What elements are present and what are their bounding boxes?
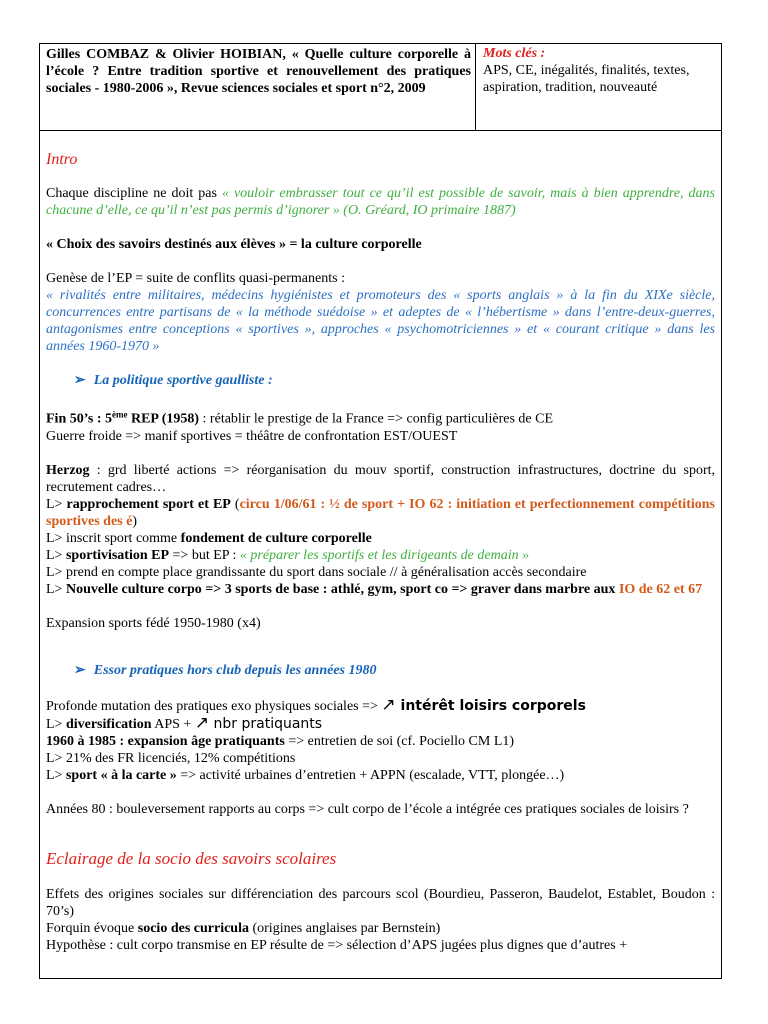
arrow-bullet-icon: ➢ xyxy=(74,373,86,388)
keywords-cell xyxy=(476,44,721,130)
header-row xyxy=(40,44,721,131)
essor-line-6: Années 80 : bouleversement rapports au corps => cult corpo de l’école a intégrée ces pratiques sociales de loisirs ? xyxy=(46,801,689,817)
herzog-result-1 xyxy=(46,496,715,530)
herzog-result-3 xyxy=(46,547,715,564)
r1-c: ( xyxy=(230,496,240,512)
essor-l2-a: L> xyxy=(46,716,66,732)
r3-a: L> xyxy=(46,547,66,563)
essor-heading xyxy=(74,662,715,679)
r1-e: ) xyxy=(132,513,137,529)
r5-b: Nouvelle culture corpo => 3 sports de base : athlé, gym, sport co => graver dans marbre aux xyxy=(65,581,619,597)
intro-title: Intro xyxy=(46,151,78,168)
essor-line-5 xyxy=(46,767,715,784)
herzog-rest: : grd liberté actions => réorganisation du mouv sportif, construction infrastructures, doctrine du sport, recrutement cadres… xyxy=(46,462,715,495)
r1-b: rapprochement sport et EP xyxy=(66,496,231,512)
r5-a: L> xyxy=(46,581,66,597)
socio-l2-b: socio des curricula xyxy=(137,920,249,936)
r2-b: fondement de culture corporelle xyxy=(180,530,372,546)
r3-d: « préparer les sportifs et les dirigeants de demain » xyxy=(239,547,530,563)
gaulliste-l1-a: Fin 50’s : 5 xyxy=(46,411,112,427)
essor-l3-b: => entretien de soi (cf. Pociello CM L1) xyxy=(284,733,515,749)
intro-paragraph-1 xyxy=(46,185,715,219)
arrow-bullet-icon: ➢ xyxy=(74,662,86,678)
r5-c: IO de 62 et 67 xyxy=(618,581,703,597)
herzog-name: Herzog xyxy=(46,462,90,478)
socio-title: Eclairage de la socio des savoirs scolaires xyxy=(46,848,337,868)
gaulliste-l1-b: REP (1958) xyxy=(127,411,200,427)
r1-d: circu 1/06/61 : ½ de sport + IO 62 : initiation et perfectionnement compétitions sportives des é xyxy=(46,496,715,529)
genese-quote: « rivalités entre militaires, médecins hygiénistes et promoteurs des « sports anglais » à la fin du XIXe siècle, concurrences entre partisans de « la méthode suédoise » et adeptes de « l’hébertisme » dans l’entre-deux-guerres, antagonismes entre conceptions « sportives », approches « psychomotriciennes » et « courant critique » dans les années 1960-1970 » xyxy=(46,288,715,354)
keywords-label: Mots clés : xyxy=(483,46,546,61)
essor-line-2 xyxy=(46,712,715,733)
gaulliste-line-2: Guerre froide => manif sportives = théâtre de confrontation EST/OUEST xyxy=(46,428,458,444)
r3-c: => but EP : xyxy=(169,547,240,563)
essor-l2-b: diversification xyxy=(65,716,152,732)
intro-p1-lead: Chaque discipline ne doit pas xyxy=(46,186,222,201)
essor-line-1 xyxy=(46,694,715,715)
essor-l3-a: 1960 à 1985 : expansion âge pratiquants xyxy=(46,733,285,749)
socio-l2-c: (origines anglaises par Bernstein) xyxy=(248,920,441,936)
content xyxy=(40,130,721,954)
up-arrow-icon: ↗ xyxy=(381,694,396,715)
gaulliste-heading xyxy=(74,372,715,389)
herzog-result-5 xyxy=(46,581,715,598)
r3-b: sportivisation EP xyxy=(65,547,170,563)
socio-line-1: Effets des origines sociales sur différenciation des parcours scol (Bourdieu, Passeron, Baudelot, Establet, Boudon : 70’s) xyxy=(46,886,715,919)
socio-l2-a: Forquin évoque xyxy=(46,920,138,936)
r1-a: L> xyxy=(46,496,67,512)
herzog-result-4: L> prend en compte place grandissante du sport dans sociale // à généralisation accès secondaire xyxy=(46,564,587,580)
herzog-paragraph xyxy=(46,462,715,496)
gaulliste-l1-rest: : rétablir le prestige de la France => config particulières de CE xyxy=(199,411,554,427)
expansion-line: Expansion sports fédé 1950-1980 (x4) xyxy=(46,615,261,631)
essor-line-3 xyxy=(46,733,715,750)
gaulliste-title: La politique sportive gaulliste : xyxy=(93,373,273,388)
essor-line-4: L> 21% des FR licenciés, 12% compétitions xyxy=(46,750,296,766)
essor-title: Essor pratiques hors club depuis les années 1980 xyxy=(93,662,377,678)
reference-cell: Gilles COMBAZ & Olivier HOIBIAN, « Quelle culture corporelle à l’école ? Entre tradition sportive et renouvellement des pratiques sociales - 1980-2006 », Revue sciences sociales et sport n°2, 2009 xyxy=(40,44,476,130)
document-frame xyxy=(39,43,722,979)
r2-a: L> inscrit sport comme xyxy=(46,530,181,546)
essor-l5-b: sport « à la carte » xyxy=(65,767,177,783)
essor-l2-d: nbr pratiquants xyxy=(209,715,323,732)
intro-paragraph-3 xyxy=(46,270,715,355)
essor-l1-b: intérêt loisirs corporels xyxy=(395,697,586,714)
socio-line-3: Hypothèse : cult corpo transmise en EP résulte de => sélection d’APS jugées plus dignes que d’autres + xyxy=(46,937,628,953)
socio-line-2 xyxy=(46,920,715,937)
intro-paragraph-2: « Choix des savoirs destinés aux élèves » = la culture corporelle xyxy=(46,237,422,252)
keywords-text: APS, CE, inégalités, finalités, textes, aspiration, tradition, nouveauté xyxy=(483,63,690,95)
gaulliste-l1-sup: ème xyxy=(111,409,128,419)
essor-l1-a: Profonde mutation des pratiques exo physiques sociales => xyxy=(46,698,382,714)
greard-quote: « vouloir embrasser tout ce qu’il est possible de savoir, mais à bien apprendre, dans chacune d’elle, ce qu’il n’est pas permis d’ignorer » (O. Gréard, IO primaire 1887) xyxy=(46,186,716,218)
gaulliste-line-1 xyxy=(46,406,715,428)
intro-p3-lead: Genèse de l’EP = suite de conflits quasi-permanents : xyxy=(46,271,345,286)
up-arrow-icon: ↗ xyxy=(194,712,210,733)
essor-l5-c: => activité urbaines d’entretien + APPN (escalade, VTT, plongée…) xyxy=(176,767,565,783)
essor-l2-c: APS + xyxy=(151,716,195,732)
herzog-result-2 xyxy=(46,530,715,547)
essor-l5-a: L> xyxy=(46,767,66,783)
